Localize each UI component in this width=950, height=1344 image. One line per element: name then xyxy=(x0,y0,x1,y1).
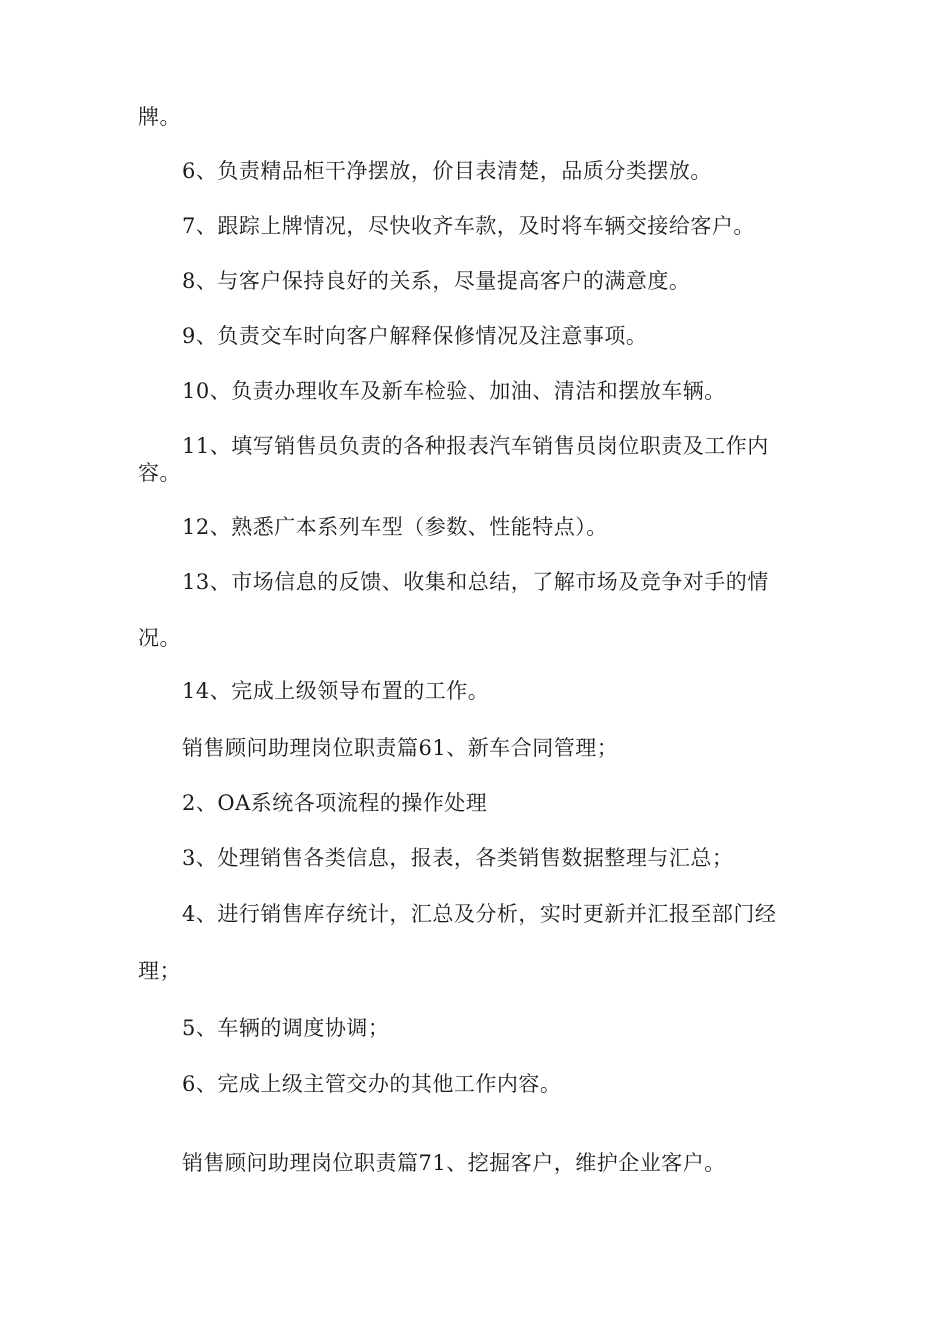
text-line: 容。 xyxy=(138,461,181,485)
text-line: 7、跟踪上牌情况，尽快收齐车款，及时将车辆交接给客户。 xyxy=(182,214,755,238)
text-line: 理； xyxy=(138,959,181,983)
text-line: 6、负责精品柜干净摆放，价目表清楚，品质分类摆放。 xyxy=(182,159,712,183)
text-line: 4、进行销售库存统计，汇总及分析，实时更新并汇报至部门经 xyxy=(182,902,777,926)
text-line: 5、车辆的调度协调； xyxy=(182,1016,390,1040)
text-line: 销售顾问助理岗位职责篇61、新车合同管理； xyxy=(182,736,619,760)
text-line: 14、完成上级领导布置的工作。 xyxy=(182,679,490,703)
text-line: 10、负责办理收车及新车检验、加油、清洁和摆放车辆。 xyxy=(182,379,726,403)
text-line: 牌。 xyxy=(138,105,181,129)
text-line: 2、OA系统各项流程的操作处理 xyxy=(182,791,488,815)
text-line: 3、处理销售各类信息，报表，各类销售数据整理与汇总； xyxy=(182,846,734,870)
text-line: 8、与客户保持良好的关系，尽量提高客户的满意度。 xyxy=(182,269,691,293)
text-line: 11、填写销售员负责的各种报表汽车销售员岗位职责及工作内 xyxy=(182,434,769,458)
text-line: 况。 xyxy=(138,626,181,650)
text-line: 销售顾问助理岗位职责篇71、挖掘客户，维护企业客户。 xyxy=(182,1151,726,1175)
text-line: 13、市场信息的反馈、收集和总结，了解市场及竞争对手的情 xyxy=(182,570,769,594)
text-line: 6、完成上级主管交办的其他工作内容。 xyxy=(182,1072,562,1096)
text-line: 9、负责交车时向客户解释保修情况及注意事项。 xyxy=(182,324,648,348)
text-line: 12、熟悉广本系列车型（参数、性能特点）。 xyxy=(182,515,608,539)
